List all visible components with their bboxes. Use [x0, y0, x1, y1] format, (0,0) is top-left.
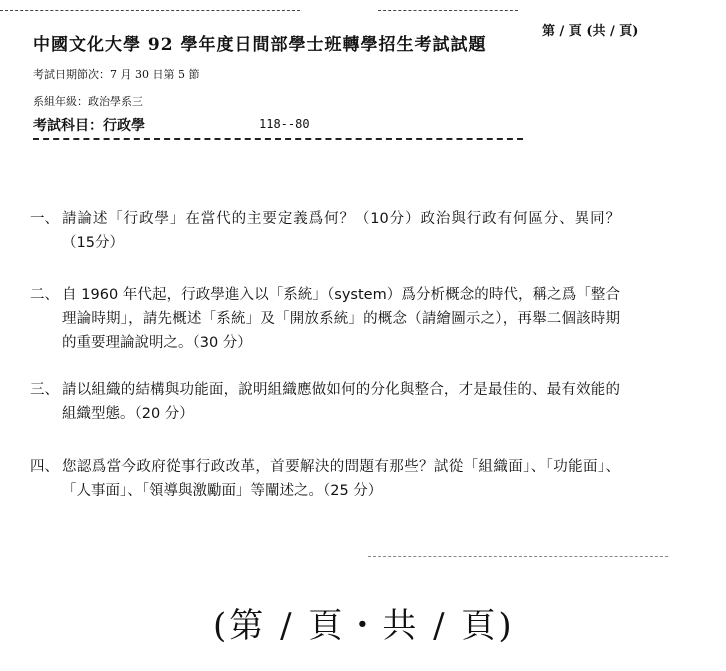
school-exam-title: 中國文化大學 92 學年度日間部學士班轉學招生考試試題: [33, 35, 487, 55]
department-line: 系組年級：政治學系三: [33, 95, 143, 108]
page-number-header: 第 / 頁 (共 / 頁): [542, 24, 639, 39]
question-text: 您認爲當今政府從事行政改革，首要解決的問題有那些？試從「組織面」、「功能面」、「人事面」、「領導與激勵面」等闡述之。（25 分）: [62, 459, 620, 499]
scan-edge-line: [0, 10, 300, 11]
exam-date-line: 考試日期節次：7 月 30 日第 5 節: [33, 68, 200, 81]
question-item: [30, 283, 620, 355]
scan-edge-line: [368, 556, 668, 557]
question-item: [30, 455, 620, 503]
question-number: 三、: [30, 382, 59, 398]
question-number: 一、: [30, 211, 59, 227]
question-number: 四、: [30, 459, 59, 475]
question-item: [30, 207, 620, 255]
scan-edge-line: [378, 10, 518, 11]
question-item: [30, 378, 620, 426]
question-text: 請論述「行政學」在當代的主要定義爲何？（10分）政治與行政有何區分、異同？（15分）: [62, 211, 620, 251]
question-number: 二、: [30, 287, 59, 303]
page-number-footer: (第 / 頁・共 / 頁): [213, 606, 515, 646]
header-divider: [33, 138, 523, 140]
question-text: 請以組織的結構與功能面，說明組織應做如何的分化與整合，才是最佳的、最有效能的組織型態。（20 分）: [62, 382, 620, 422]
subject-line: 考試科目：行政學: [33, 118, 145, 134]
question-text: 自 1960 年代起，行政學進入以「系統」（system）爲分析概念的時代，稱之爲「整合理論時期」，請先概述「系統」及「開放系統」的概念（請繪圖示之），再舉二個該時期的重要理論說明之。（30 分）: [62, 287, 620, 351]
subject-code: 118--80: [259, 117, 310, 131]
